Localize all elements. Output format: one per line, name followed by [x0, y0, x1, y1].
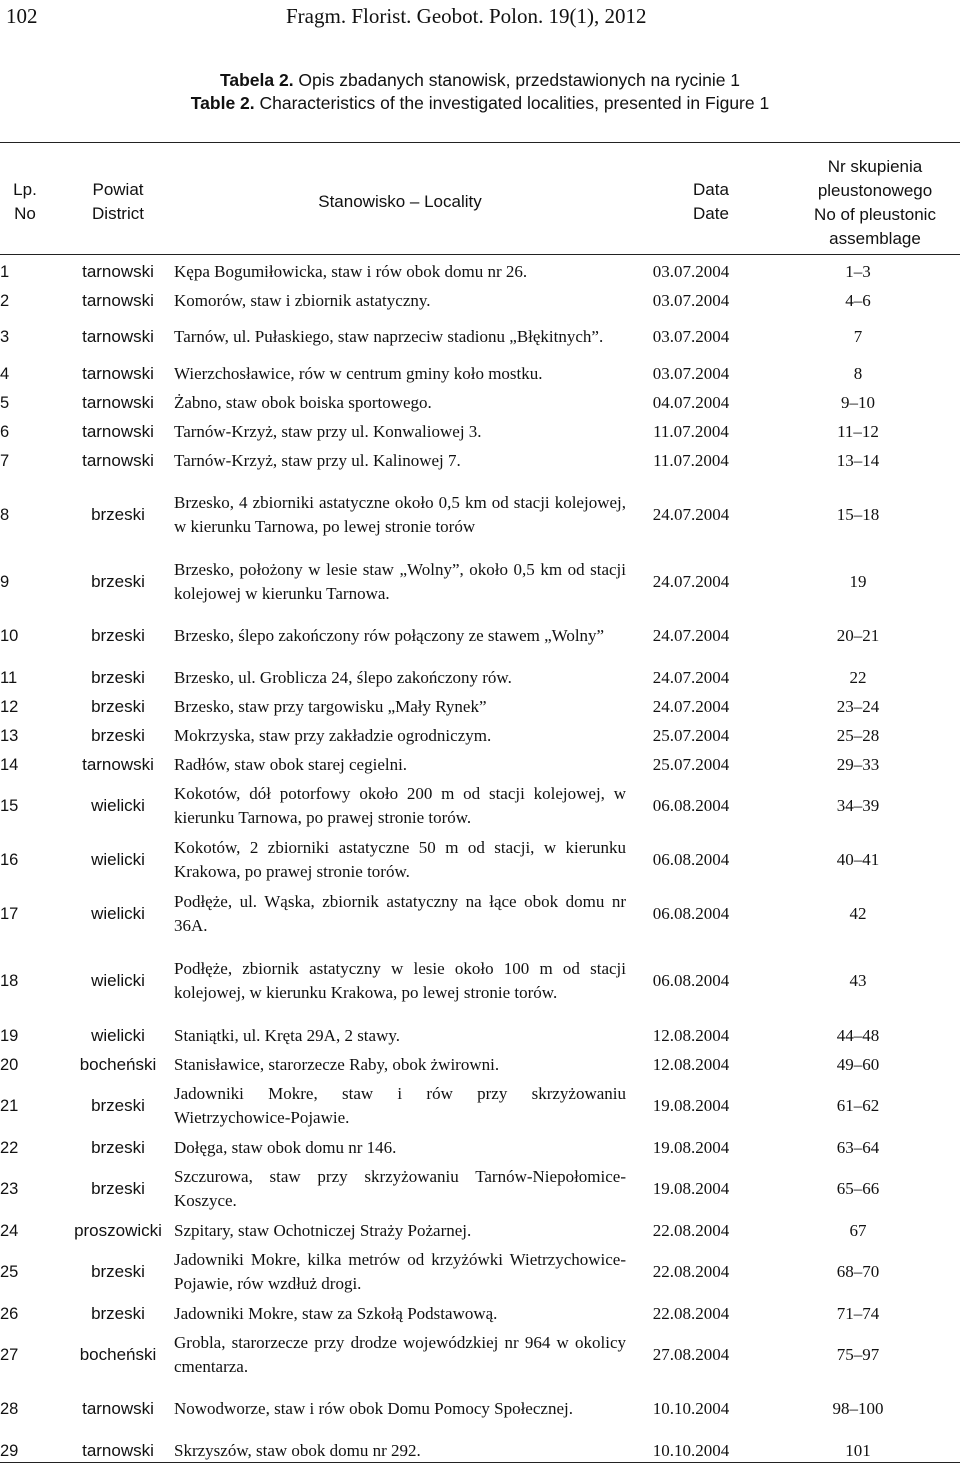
row-assemblage-number: 20–21 — [836, 626, 880, 645]
row-number: 2 — [0, 291, 10, 310]
row-date: 03.07.2004 — [652, 290, 730, 310]
header-district — [62, 178, 174, 226]
row-number: 3 — [0, 328, 10, 346]
caption-label-polish: Tabela 2. — [219, 70, 294, 90]
row-locality: Jadowniki Mokre, staw za Szkołą Podstawową. — [174, 1303, 498, 1323]
table-row — [0, 1079, 960, 1133]
row-assemblage-number: 15–18 — [836, 505, 880, 524]
row-date: 24.07.2004 — [652, 572, 730, 591]
row-district: brzeski — [91, 725, 145, 745]
row-assemblage-number: 11–12 — [837, 421, 879, 441]
row-assemblage-number: 40–41 — [836, 850, 880, 869]
row-district: proszowicki — [74, 1220, 162, 1240]
table-row — [0, 286, 960, 315]
row-locality: Brzesko, ślepo zakończony rów połączony ze stawem „Wolny” — [174, 626, 605, 645]
row-locality: Jadowniki Mokre, kilka metrów od krzyżówki Wietrzychowice-Pojawie, rów wzdłuż drogi. — [174, 1250, 626, 1293]
row-date: 06.08.2004 — [652, 971, 730, 990]
row-district: brzeski — [91, 626, 145, 645]
row-assemblage-number: 9–10 — [841, 392, 875, 412]
row-date: 10.10.2004 — [652, 1440, 730, 1460]
header-assemblage-line-3: No of pleustonic — [814, 205, 936, 224]
table-row — [0, 315, 960, 359]
row-district: brzeski — [91, 1179, 145, 1198]
row-assemblage-number: 98–100 — [832, 1399, 884, 1418]
header-date-en: Date — [693, 204, 729, 223]
row-number: 21 — [0, 1097, 19, 1115]
row-assemblage-number: 61–62 — [836, 1096, 880, 1115]
row-number: 17 — [0, 905, 19, 923]
row-assemblage-number: 7 — [853, 327, 863, 346]
row-assemblage-number: 13–14 — [836, 450, 880, 470]
table-row — [0, 750, 960, 779]
row-assemblage-number: 19 — [849, 572, 867, 591]
row-district: wielicki — [91, 796, 145, 815]
table-row — [0, 1382, 960, 1436]
row-date: 06.08.2004 — [652, 850, 730, 869]
header-assemblage-line-4: assemblage — [829, 229, 921, 248]
row-number: 27 — [0, 1346, 19, 1364]
row-assemblage-number: 44–48 — [836, 1025, 880, 1045]
header-locality-label: Stanowisko – Locality — [318, 192, 482, 211]
row-district: brzeski — [91, 1303, 145, 1323]
row-assemblage-number: 42 — [849, 904, 867, 923]
row-locality: Żabno, staw obok boiska sportowego. — [174, 392, 432, 412]
table-row — [0, 1050, 960, 1079]
row-district: brzeski — [91, 572, 145, 591]
table-row — [0, 692, 960, 721]
row-assemblage-number: 65–66 — [836, 1179, 880, 1198]
row-locality: Staniątki, ul. Kręta 29A, 2 stawy. — [174, 1025, 400, 1045]
journal-reference: Fragm. Florist. Geobot. Polon. 19(1), 2012 — [286, 4, 647, 28]
row-district: tarnowski — [82, 327, 154, 346]
row-number: 13 — [0, 726, 19, 745]
row-district: brzeski — [91, 696, 145, 716]
table-row — [0, 1021, 960, 1050]
row-locality: Tarnów-Krzyż, staw przy ul. Kalinowej 7. — [174, 450, 461, 470]
row-date: 24.07.2004 — [652, 626, 730, 645]
table-row — [0, 257, 960, 286]
table-bottom-rule — [0, 1462, 960, 1463]
table-row — [0, 663, 960, 692]
table-row — [0, 555, 960, 609]
row-date: 19.08.2004 — [652, 1179, 730, 1198]
row-number: 20 — [0, 1055, 19, 1074]
table-row — [0, 417, 960, 446]
header-assemblage-number — [766, 155, 960, 251]
caption-label-english: Table 2. — [190, 93, 255, 113]
row-number: 10 — [0, 627, 19, 645]
row-date: 12.08.2004 — [652, 1054, 730, 1074]
table-row — [0, 1245, 960, 1299]
table-row — [0, 1216, 960, 1245]
row-number: 19 — [0, 1026, 19, 1045]
row-date: 06.08.2004 — [652, 904, 730, 923]
row-date: 25.07.2004 — [652, 725, 730, 745]
row-locality: Kokotów, dół potorfowy około 200 m od stacji kolejowej, w kierunku Tarnowa, po prawej stronie torów. — [174, 784, 626, 827]
row-district: brzeski — [91, 1096, 145, 1115]
row-date: 25.07.2004 — [652, 754, 730, 774]
row-district: brzeski — [91, 1262, 145, 1281]
row-number: 11 — [0, 668, 18, 687]
row-date: 03.07.2004 — [652, 327, 730, 346]
row-locality: Szpitary, staw Ochotniczej Straży Pożarnej. — [174, 1220, 472, 1240]
row-assemblage-number: 63–64 — [836, 1137, 880, 1157]
row-assemblage-number: 75–97 — [836, 1345, 880, 1364]
row-assemblage-number: 1–3 — [845, 261, 871, 281]
row-assemblage-number: 29–33 — [836, 754, 880, 774]
row-date: 19.08.2004 — [652, 1096, 730, 1115]
table-row — [0, 388, 960, 417]
row-locality: Tarnów-Krzyż, staw przy ul. Konwaliowej 3. — [174, 421, 482, 441]
row-date: 22.08.2004 — [652, 1303, 730, 1323]
row-district: tarnowski — [82, 1399, 154, 1418]
table-row — [0, 475, 960, 555]
row-locality: Brzesko, 4 zbiorniki astatyczne około 0,5 km od stacji kolejowej, w kierunku Tarnowa, po lewej stronie torów — [174, 493, 626, 536]
row-locality: Grobla, starorzecze przy drodze wojewódzkiej nr 964 w okolicy cmentarza. — [174, 1333, 626, 1376]
row-number: 23 — [0, 1180, 19, 1198]
row-assemblage-number: 34–39 — [836, 796, 880, 815]
row-locality: Kokotów, 2 zbiorniki astatyczne 50 m od stacji, w kierunku Krakowa, po prawej stronie torów. — [174, 838, 626, 881]
row-date: 03.07.2004 — [652, 363, 730, 383]
row-locality: Podłęże, ul. Wąska, zbiornik astatyczny na łące obok domu nr 36A. — [174, 892, 626, 935]
row-district: bocheński — [79, 1054, 157, 1074]
row-assemblage-number: 68–70 — [836, 1262, 880, 1281]
row-locality: Tarnów, ul. Pułaskiego, staw naprzeciw stadionu „Błękitnych”. — [174, 327, 604, 346]
row-number: 6 — [0, 422, 10, 441]
row-locality: Dołęga, staw obok domu nr 146. — [174, 1137, 397, 1157]
row-assemblage-number: 22 — [849, 667, 867, 687]
header-no-en: No — [14, 204, 36, 223]
row-locality: Stanisławice, starorzecze Raby, obok żwirowni. — [174, 1054, 500, 1074]
row-date: 27.08.2004 — [652, 1345, 730, 1364]
table-row — [0, 446, 960, 475]
row-locality: Brzesko, ul. Groblicza 24, ślepo zakończony rów. — [174, 667, 512, 687]
row-locality: Radłów, staw obok starej cegielni. — [174, 754, 408, 774]
row-date: 12.08.2004 — [652, 1025, 730, 1045]
row-number: 4 — [0, 364, 10, 383]
row-district: tarnowski — [82, 1440, 154, 1460]
row-district: wielicki — [91, 850, 145, 869]
row-number: 1 — [0, 262, 10, 281]
row-date: 22.08.2004 — [652, 1220, 730, 1240]
table-row — [0, 359, 960, 388]
table-caption-english — [0, 93, 960, 114]
row-number: 29 — [0, 1441, 19, 1460]
header-no — [2, 178, 48, 226]
row-date: 06.08.2004 — [652, 796, 730, 815]
row-date: 22.08.2004 — [652, 1262, 730, 1281]
row-district: tarnowski — [82, 363, 154, 383]
row-district: wielicki — [91, 971, 145, 990]
row-date: 04.07.2004 — [652, 392, 730, 412]
row-number: 7 — [0, 451, 10, 470]
row-date: 19.08.2004 — [652, 1137, 730, 1157]
header-district-pl: Powiat — [92, 180, 144, 199]
row-locality: Nowodworze, staw i rów obok Domu Pomocy Społecznej. — [174, 1399, 573, 1418]
row-date: 03.07.2004 — [652, 261, 730, 281]
table-row — [0, 721, 960, 750]
caption-text-polish: Opis zbadanych stanowisk, przedstawionych na rycinie 1 — [293, 70, 741, 90]
row-date: 10.10.2004 — [652, 1399, 730, 1418]
table-header-rule — [0, 254, 960, 255]
row-district: wielicki — [91, 904, 145, 923]
table-row — [0, 887, 960, 941]
row-number: 15 — [0, 797, 19, 815]
row-number: 5 — [0, 393, 10, 412]
row-district: tarnowski — [82, 290, 154, 310]
row-number: 18 — [0, 972, 19, 990]
table-row — [0, 941, 960, 1021]
row-district: tarnowski — [82, 754, 154, 774]
row-number: 26 — [0, 1304, 19, 1323]
row-date: 11.07.2004 — [653, 421, 729, 441]
header-no-pl: Lp. — [13, 180, 37, 199]
row-district: tarnowski — [82, 261, 154, 281]
row-locality: Komorów, staw i zbiornik astatyczny. — [174, 290, 431, 310]
row-district: wielicki — [91, 1025, 145, 1045]
row-locality: Szczurowa, staw przy skrzyżowaniu Tarnów-Niepołomice-Koszyce. — [174, 1167, 626, 1210]
row-date: 24.07.2004 — [652, 696, 730, 716]
row-number: 9 — [0, 573, 10, 591]
row-number: 24 — [0, 1221, 19, 1240]
row-assemblage-number: 43 — [849, 971, 867, 990]
row-district: brzeski — [91, 667, 145, 687]
row-number: 14 — [0, 755, 19, 774]
row-date: 24.07.2004 — [652, 667, 730, 687]
row-district: tarnowski — [82, 450, 154, 470]
row-number: 8 — [0, 506, 10, 524]
row-assemblage-number: 4–6 — [845, 290, 871, 310]
header-assemblage-line-2: pleustonowego — [817, 181, 933, 200]
row-locality: Mokrzyska, staw przy zakładzie ogrodniczym. — [174, 725, 492, 745]
header-assemblage-line-1: Nr skupienia — [827, 157, 923, 176]
localities-table — [0, 257, 960, 1465]
table-caption-polish — [0, 70, 960, 91]
row-locality: Brzesko, staw przy targowisku „Mały Rynek” — [174, 696, 487, 716]
row-locality: Skrzyszów, staw obok domu nr 292. — [174, 1440, 421, 1460]
row-district: tarnowski — [82, 392, 154, 412]
row-district: brzeski — [91, 505, 145, 524]
table-row — [0, 1133, 960, 1162]
caption-text-english: Characteristics of the investigated localities, presented in Figure 1 — [254, 93, 770, 113]
row-assemblage-number: 101 — [845, 1440, 871, 1460]
row-number: 22 — [0, 1138, 19, 1157]
row-assemblage-number: 49–60 — [836, 1054, 880, 1074]
row-assemblage-number: 23–24 — [836, 696, 880, 716]
page-header — [0, 4, 960, 28]
row-assemblage-number: 67 — [849, 1220, 867, 1240]
row-assemblage-number: 8 — [853, 363, 863, 383]
page-number: 102 — [6, 4, 38, 28]
table-body — [0, 257, 960, 1465]
header-district-en: District — [92, 204, 144, 223]
header-locality — [174, 190, 626, 214]
row-locality: Jadowniki Mokre, staw i rów przy skrzyżowaniu Wietrzychowice-Pojawie. — [174, 1084, 626, 1127]
header-date-pl: Data — [693, 180, 729, 199]
row-number: 16 — [0, 851, 19, 869]
row-number: 25 — [0, 1263, 19, 1281]
row-district: bocheński — [79, 1345, 157, 1364]
table-row — [0, 1436, 960, 1465]
table-top-rule — [0, 142, 960, 143]
row-locality: Brzesko, położony w lesie staw „Wolny”, około 0,5 km od stacji kolejowej w kierunku Tarnowa. — [174, 560, 626, 603]
row-date: 24.07.2004 — [652, 505, 730, 524]
row-district: brzeski — [91, 1137, 145, 1157]
row-assemblage-number: 71–74 — [836, 1303, 880, 1323]
row-assemblage-number: 25–28 — [836, 725, 880, 745]
row-date: 11.07.2004 — [653, 450, 729, 470]
table-row — [0, 1162, 960, 1216]
row-number: 28 — [0, 1400, 19, 1418]
row-locality: Kępa Bogumiłowicka, staw i rów obok domu nr 26. — [174, 261, 528, 281]
row-locality: Podłęże, zbiornik astatyczny w lesie około 100 m od stacji kolejowej, w kierunku Krakowa, po lewej stronie torów. — [174, 959, 626, 1002]
table-row — [0, 833, 960, 887]
table-row — [0, 1328, 960, 1382]
row-district: tarnowski — [82, 421, 154, 441]
table-row — [0, 609, 960, 663]
row-locality: Wierzchosławice, rów w centrum gminy koło mostku. — [174, 363, 543, 383]
table-row — [0, 779, 960, 833]
row-number: 12 — [0, 697, 19, 716]
table-row — [0, 1299, 960, 1328]
